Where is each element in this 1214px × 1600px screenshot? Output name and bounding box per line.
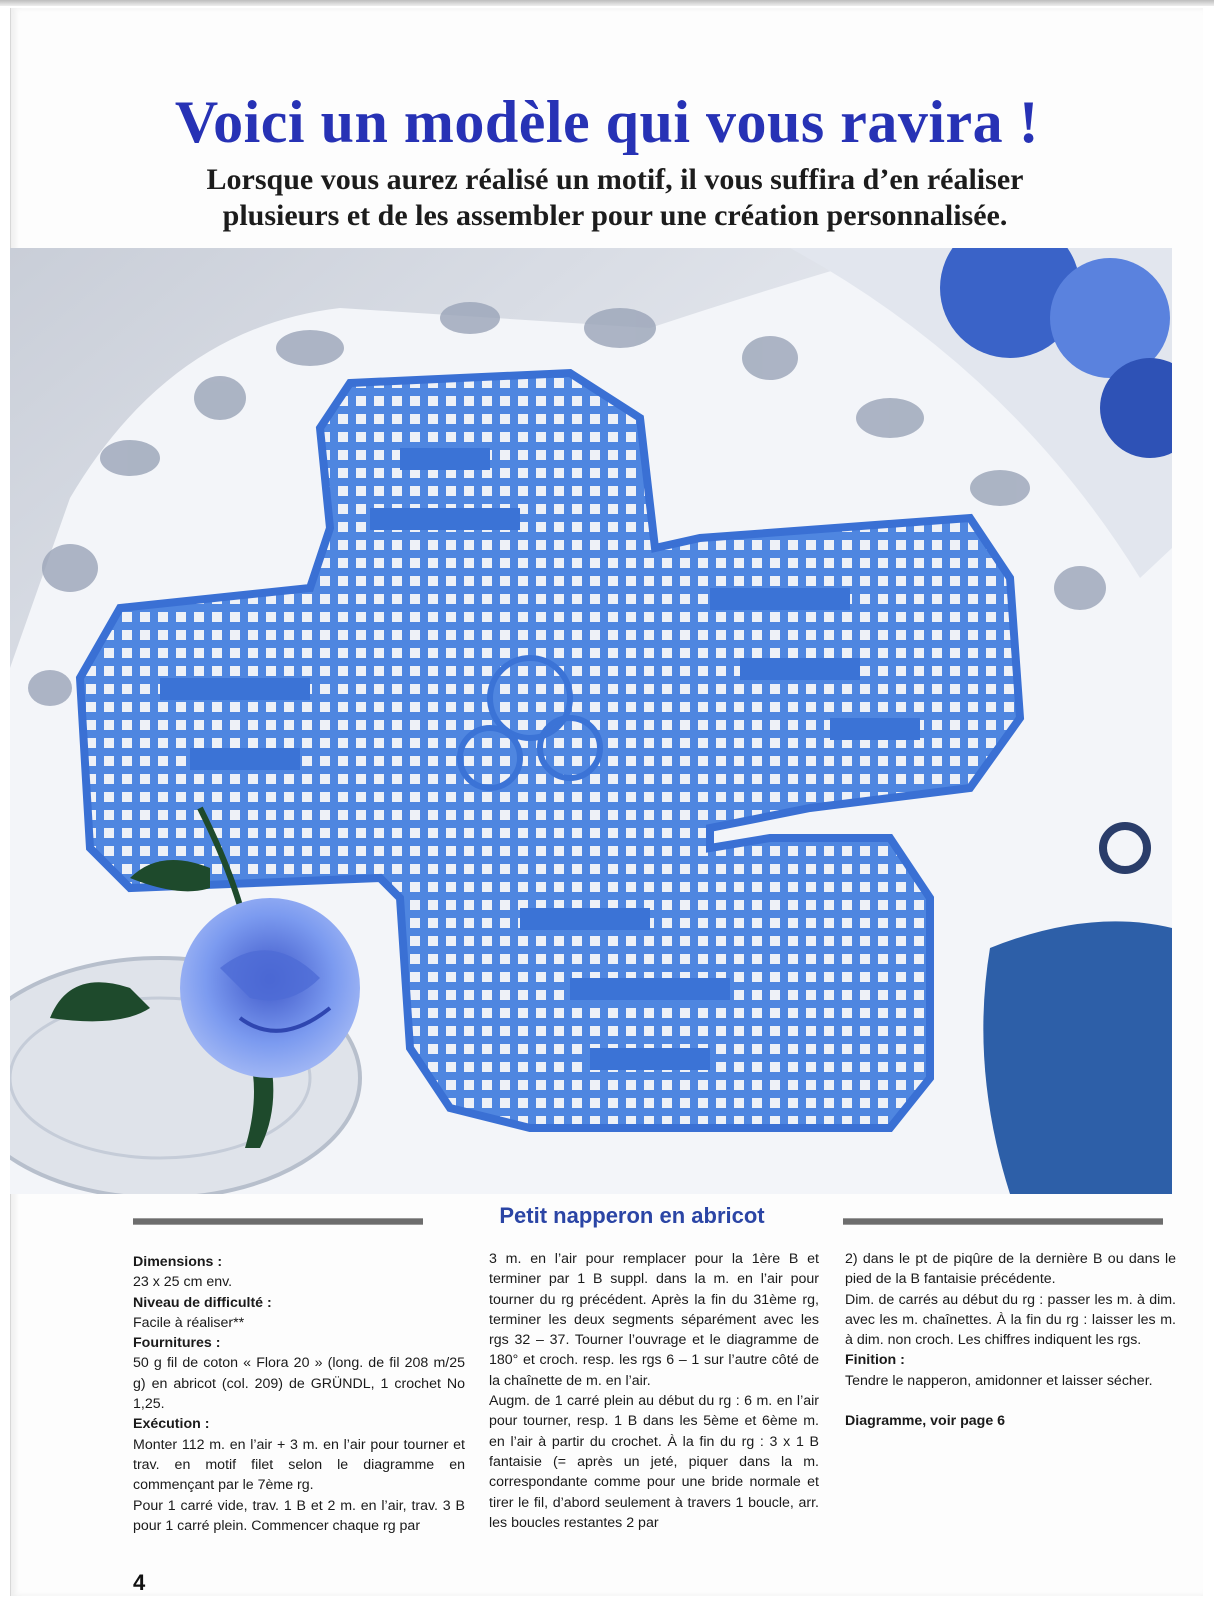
column-2-paragraph-1: 3 m. en l’air pour remplacer pour la 1ère B et terminer par 1 B suppl. dans la m. en l’air pour tourner du rg précédent. Après la fin du 31ème rg, terminer les deux segments séparément avec les rgs 32 – 37. Tourner l’ouvrage et le diagramme de 180° et croch. resp. les rgs 6 – 1 sur l’autre côté de la chaînette de m. en l’air. (489, 1251, 819, 1389)
column-3-paragraph-2: Dim. de carrés au début du rg : passer les m. à dim. avec les m. chaînettes. À la fin du rg : laisser les m. à dim. non croch. Les chiffres indiquent les rgs. (845, 1291, 1176, 1349)
section-rule-right (843, 1218, 1163, 1225)
section-rule-left (133, 1218, 423, 1225)
execution-label: Exécution : (133, 1416, 210, 1433)
section-title: Petit napperon en abricot (499, 1203, 765, 1228)
instructions-column-3 (845, 1249, 1176, 1431)
subtitle-line-1: Lorsque vous aurez réalisé un motif, il vous suffira d’en réaliser (206, 163, 1024, 196)
finish-label: Finition : (845, 1352, 905, 1369)
dimensions-value: 23 x 25 cm env. (133, 1274, 233, 1291)
page-title: Voici un modèle qui vous ravira ! (174, 89, 1040, 155)
column-2-paragraph-2: Augm. de 1 carré plein au début du rg : 6 m. en l’air pour tourner, resp. 1 B dans les 5ème et 6ème m. en l’air à partir du crochet. À la fin du rg : 3 x 1 B fantaisie (= après un jeté, piquer dans la m. correspondante comme pour une bride normale et tirer le fil, d’abord seulement à travers 1 boucle, arr. les boucles restantes 2 par (489, 1393, 819, 1531)
difficulty-value: Facile à réaliser** (133, 1314, 245, 1331)
dimensions-label: Dimensions : (133, 1254, 223, 1270)
supplies-label: Fournitures : (133, 1335, 221, 1352)
difficulty-label: Niveau de difficulté : (133, 1294, 272, 1311)
column-3-paragraph-1: 2) dans le pt de piqûre de la dernière B ou dans le pied de la B fantaisie précédente. (845, 1251, 1176, 1288)
diagram-reference: Diagramme, voir page 6 (845, 1413, 1006, 1430)
execution-paragraph-2: Pour 1 carré vide, trav. 1 B et 2 m. en l’air, trav. 3 B pour 1 carré plein. Commencer chaque rg par (133, 1497, 465, 1534)
supplies-value: 50 g fil de coton « Flora 20 » (long. de fil 208 m/25 g) en abricot (col. 209) de GRÜNDL, 1 crochet No 1,25. (133, 1355, 465, 1413)
execution-paragraph-1: Monter 112 m. en l’air + 3 m. en l’air pour tourner et trav. en motif filet selon le diagramme en commençant par le 7ème rg. (133, 1436, 465, 1494)
page-subtitle (140, 162, 1090, 234)
instructions-column-1 (133, 1252, 465, 1536)
top-edge (0, 0, 1214, 6)
instructions-column-2 (489, 1249, 819, 1533)
doily-photo (10, 248, 1172, 1194)
subtitle-line-2: plusieurs et de les assembler pour une création personnalisée. (222, 199, 1008, 232)
doily-photo-illustration (10, 248, 1172, 1194)
page-number: 4 (133, 1570, 146, 1595)
finish-value: Tendre le napperon, amidonner et laisser sécher. (845, 1372, 1153, 1389)
